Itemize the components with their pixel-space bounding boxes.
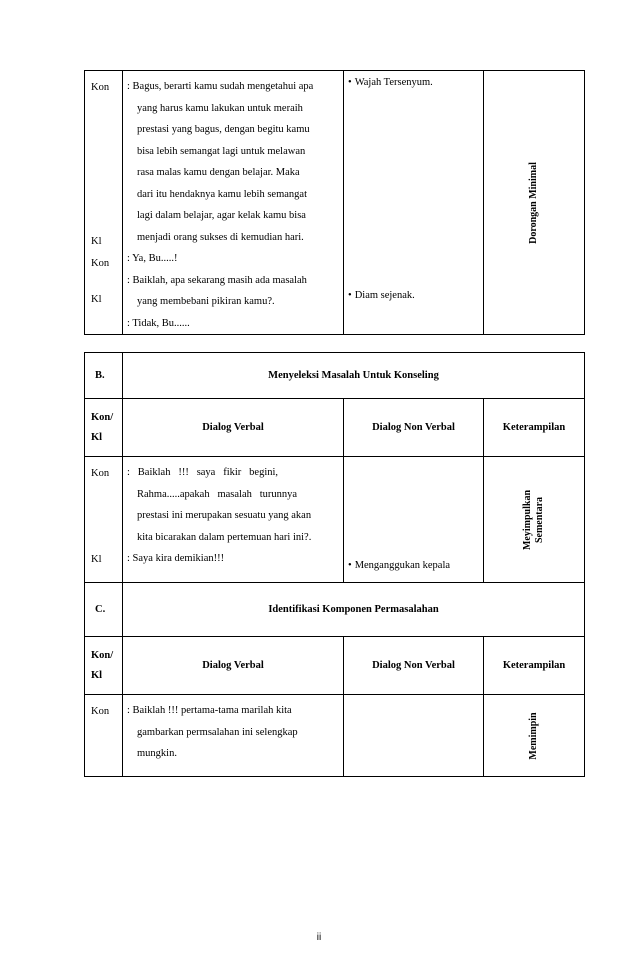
nonverbal-item: • Diam sejenak. bbox=[348, 290, 415, 301]
verbal-dialog-cell bbox=[123, 71, 344, 335]
nonverbal-cell bbox=[344, 457, 484, 583]
skill-cell bbox=[484, 695, 585, 777]
dialog-line: : Baiklah !!! pertama-tama marilah kita bbox=[127, 705, 292, 716]
nonverbal-cell bbox=[344, 695, 484, 777]
dialog-line: prestasi ini merupakan sesuatu yang akan bbox=[137, 510, 312, 521]
dialog-line: : Saya kira demikian!!! bbox=[127, 553, 225, 564]
section-number: B. bbox=[85, 353, 123, 399]
skill-label: Meyimpulkan Sementara bbox=[522, 489, 545, 550]
header-speaker: Kon/ Kl bbox=[85, 637, 123, 695]
page-number: ii bbox=[316, 932, 322, 943]
speaker-column bbox=[85, 71, 123, 335]
nonverbal-item: • Menganggukan kepala bbox=[348, 560, 450, 571]
dialog-line: yang harus kamu lakukan untuk meraih bbox=[137, 102, 303, 114]
dialog-line: : Bagus, berarti kamu sudah mengetahui apa bbox=[127, 81, 314, 92]
speaker-label: Kl bbox=[91, 294, 102, 305]
table-section-b bbox=[84, 352, 585, 583]
dialog-line: rasa malas kamu dengan belajar. Maka bbox=[137, 167, 300, 178]
dialog-line: : Tidak, Bu...... bbox=[127, 317, 190, 329]
skill-label: Memimpin bbox=[528, 711, 540, 760]
verbal-dialog-cell bbox=[123, 695, 344, 777]
speaker-label: Kl bbox=[91, 554, 102, 565]
table-section-c bbox=[84, 582, 585, 777]
dialog-line: : Baiklah !!! saya fikir begini, bbox=[127, 467, 279, 478]
section-title: Identifikasi Komponen Permasalahan bbox=[123, 583, 585, 637]
speaker-label: Kl bbox=[91, 236, 102, 247]
speaker-label: Kon bbox=[91, 82, 110, 93]
dialog-line: lagi dalam belajar, agar kelak kamu bisa bbox=[137, 210, 306, 221]
verbal-dialog-cell bbox=[123, 457, 344, 583]
section-title: Menyeleksi Masalah Untuk Konseling bbox=[123, 353, 585, 399]
header-verbal: Dialog Verbal bbox=[123, 399, 344, 457]
dialog-line: gambarkan permsalahan ini selengkap bbox=[137, 726, 298, 738]
dialog-line: Rahma.....apakah masalah turunnya bbox=[137, 488, 298, 500]
speaker-column bbox=[85, 695, 123, 777]
header-verbal: Dialog Verbal bbox=[123, 637, 344, 695]
skill-label: Dorongan Minimal bbox=[528, 161, 539, 244]
nonverbal-cell bbox=[344, 71, 484, 335]
dialog-line: mungkin. bbox=[137, 748, 177, 759]
dialog-line: dari itu hendaknya kamu lebih semangat bbox=[137, 188, 307, 200]
dialog-line: prestasi yang bagus, dengan begitu kamu bbox=[137, 124, 310, 135]
skill-cell bbox=[484, 457, 585, 583]
dialog-line: menjadi orang sukses di kemudian hari. bbox=[137, 231, 304, 243]
dialog-line: yang membebani pikiran kamu?. bbox=[137, 296, 275, 307]
header-skill: Keterampilan bbox=[484, 399, 585, 457]
nonverbal-item: • Wajah Tersenyum. bbox=[348, 77, 433, 88]
dialog-line: : Ya, Bu.....! bbox=[127, 253, 178, 264]
header-nonverbal: Dialog Non Verbal bbox=[344, 637, 484, 695]
speaker-label: Kon bbox=[91, 258, 110, 269]
speaker-label: Kon bbox=[91, 468, 110, 479]
dialog-line: : Baiklah, apa sekarang masih ada masalah bbox=[127, 274, 307, 286]
dialog-line: bisa lebih semangat lagi untuk melawan bbox=[137, 145, 306, 157]
header-speaker: Kon/ Kl bbox=[85, 399, 123, 457]
header-nonverbal: Dialog Non Verbal bbox=[344, 399, 484, 457]
dialog-line: kita bicarakan dalam pertemuan hari ini?. bbox=[137, 531, 312, 543]
header-skill: Keterampilan bbox=[484, 637, 585, 695]
skill-cell bbox=[484, 71, 585, 335]
speaker-column bbox=[85, 457, 123, 583]
table-dialog-continuation bbox=[84, 70, 585, 335]
section-number: C. bbox=[85, 583, 123, 637]
speaker-label: Kon bbox=[91, 706, 110, 717]
